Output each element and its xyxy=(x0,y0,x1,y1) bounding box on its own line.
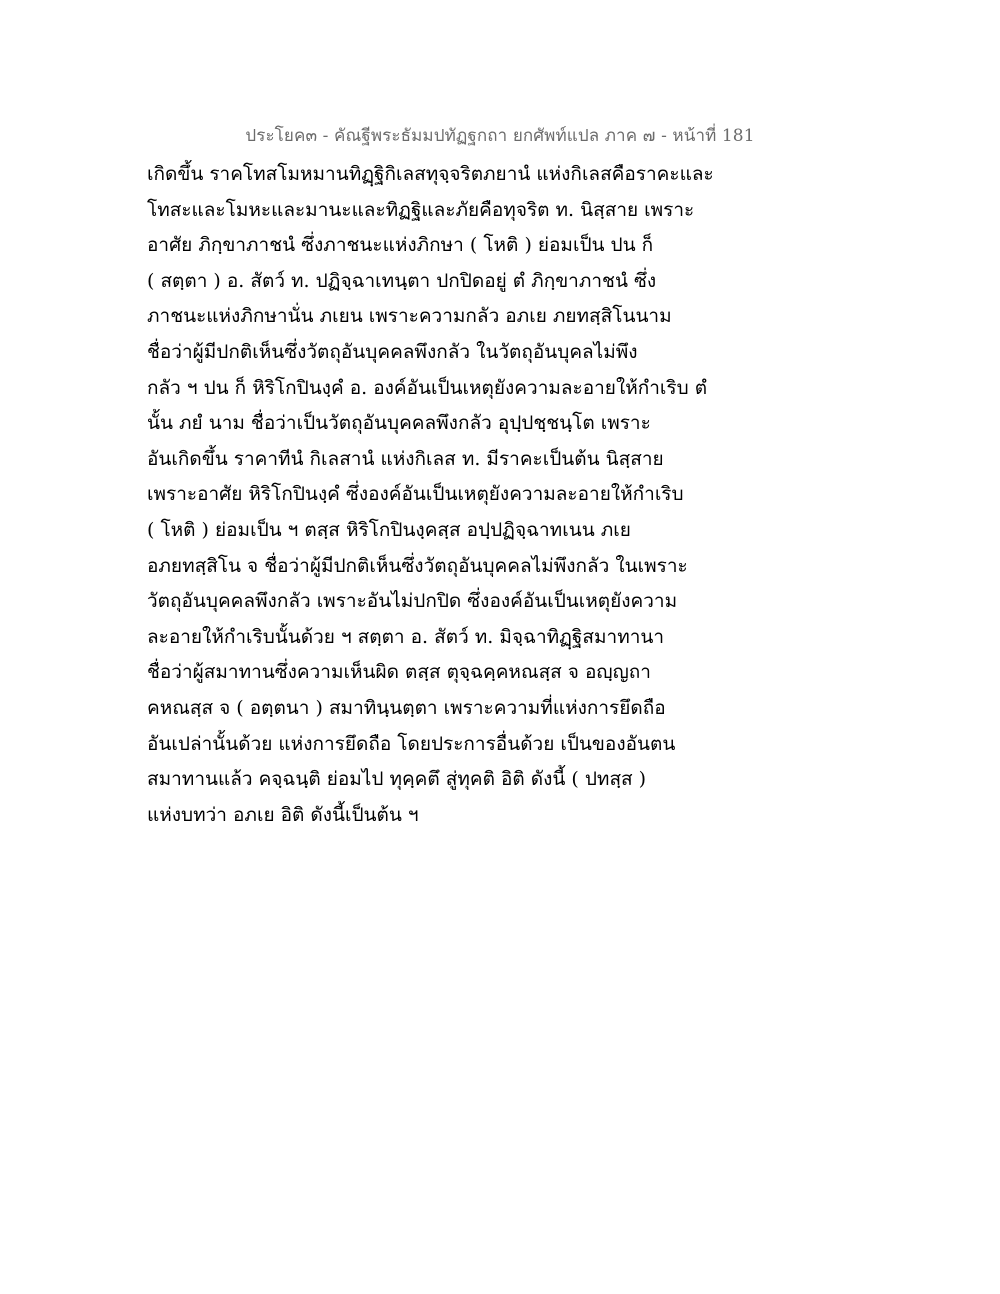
body-text xyxy=(147,157,767,833)
text-line: อันเกิดขึ้น ราคาทีนํ กิเลสานํ แห่งกิเลส ท. มีราคะเป็นต้น นิสฺสาย xyxy=(147,447,664,470)
text-line: อันเปล่านั้นด้วย แห่งการยึดถือ โดยประการอื่นด้วย เป็นของอันตน xyxy=(147,732,676,755)
text-line: แห่งบทว่า อภเย อิติ ดังนี้เป็นต้น ฯ xyxy=(147,803,419,826)
text-line: ชื่อว่าผู้มีปกติเห็นซึ่งวัตถุอันบุคคลพึงกลัว ในวัตถุอันบุคลไม่พึง xyxy=(147,340,638,363)
text-line: ( สตฺตา ) อ. สัตว์ ท. ปฏิจฺฉาเทนฺตา ปกปิดอยู่ ตํ ภิกฺขาภาชนํ ซึ่ง xyxy=(147,269,657,292)
text-line: สมาทานแล้ว คจฺฉนฺติ ย่อมไป ทุคฺคตึ สู่ทุคติ อิติ ดังนี้ ( ปทสฺส ) xyxy=(147,768,647,791)
text-line: กลัว ฯ ปน ก็ หิริโกปินงฺคํ อ. องค์อันเป็นเหตุยังความละอายให้กำเริบ ตํ xyxy=(147,376,708,399)
text-line: โทสะและโมหะและมานะและทิฏฐิและภัยคือทุจริต ท. นิสฺสาย เพราะ xyxy=(147,198,695,221)
text-line: เพราะอาศัย หิริโกปินงฺคํ ซึ่งองค์อันเป็นเหตุยังความละอายให้กำเริบ xyxy=(147,483,684,506)
text-line: วัตถุอันบุคคลพึงกลัว เพราะอันไม่ปกปิด ซึ่งองค์อันเป็นเหตุยังความ xyxy=(147,590,678,613)
text-line: นั้น ภยํ นาม ชื่อว่าเป็นวัตถุอันบุคคลพึงกลัว อุปฺปชฺชนฺโต เพราะ xyxy=(147,412,651,435)
text-line: ( โหติ ) ย่อมเป็น ฯ ตสฺส หิริโกปินงฺคสฺส อปฺปฏิจฺฉาทเนน ภเย xyxy=(147,518,631,541)
text-line: ภาชนะแห่งภิกษานั่น ภเยน เพราะความกลัว อภเย ภยทสฺสิโนนาม xyxy=(147,305,672,328)
text-line: เกิดขึ้น ราคโทสโมหมานทิฏฺฐิกิเลสทุจฺจริตภยานํ แห่งกิเลสคือราคะและ xyxy=(147,163,714,185)
text-line: อภยทสฺสิโน จ ชื่อว่าผู้มีปกติเห็นซึ่งวัตถุอันบุคคลไม่พึงกลัว ในเพราะ xyxy=(147,554,688,577)
text-line: คหณสฺส จ ( อตฺตนา ) สมาทินฺนตฺตา เพราะความที่แห่งการยึดถือ xyxy=(147,696,666,719)
text-line: ละอายให้กำเริบนั้นด้วย ฯ สตฺตา อ. สัตว์ ท. มิจฺฉาทิฏฺฐิสมาทานา xyxy=(147,625,665,648)
text-line: ชื่อว่าผู้สมาทานซึ่งความเห็นผิด ตสฺส ตุจฺฉคฺคหณสฺส จ อญฺญถา xyxy=(147,661,651,684)
text-line: อาศัย ภิกฺขาภาชนํ ซึ่งภาชนะแห่งภิกษา ( โหติ ) ย่อมเป็น ปน ก็ xyxy=(147,234,654,257)
running-header: ประโยค๓ - คัณฐีพระธัมมปทัฏฐกถา ยกศัพท์แปล ภาค ๗ - หน้าที่ 181 xyxy=(245,126,755,146)
